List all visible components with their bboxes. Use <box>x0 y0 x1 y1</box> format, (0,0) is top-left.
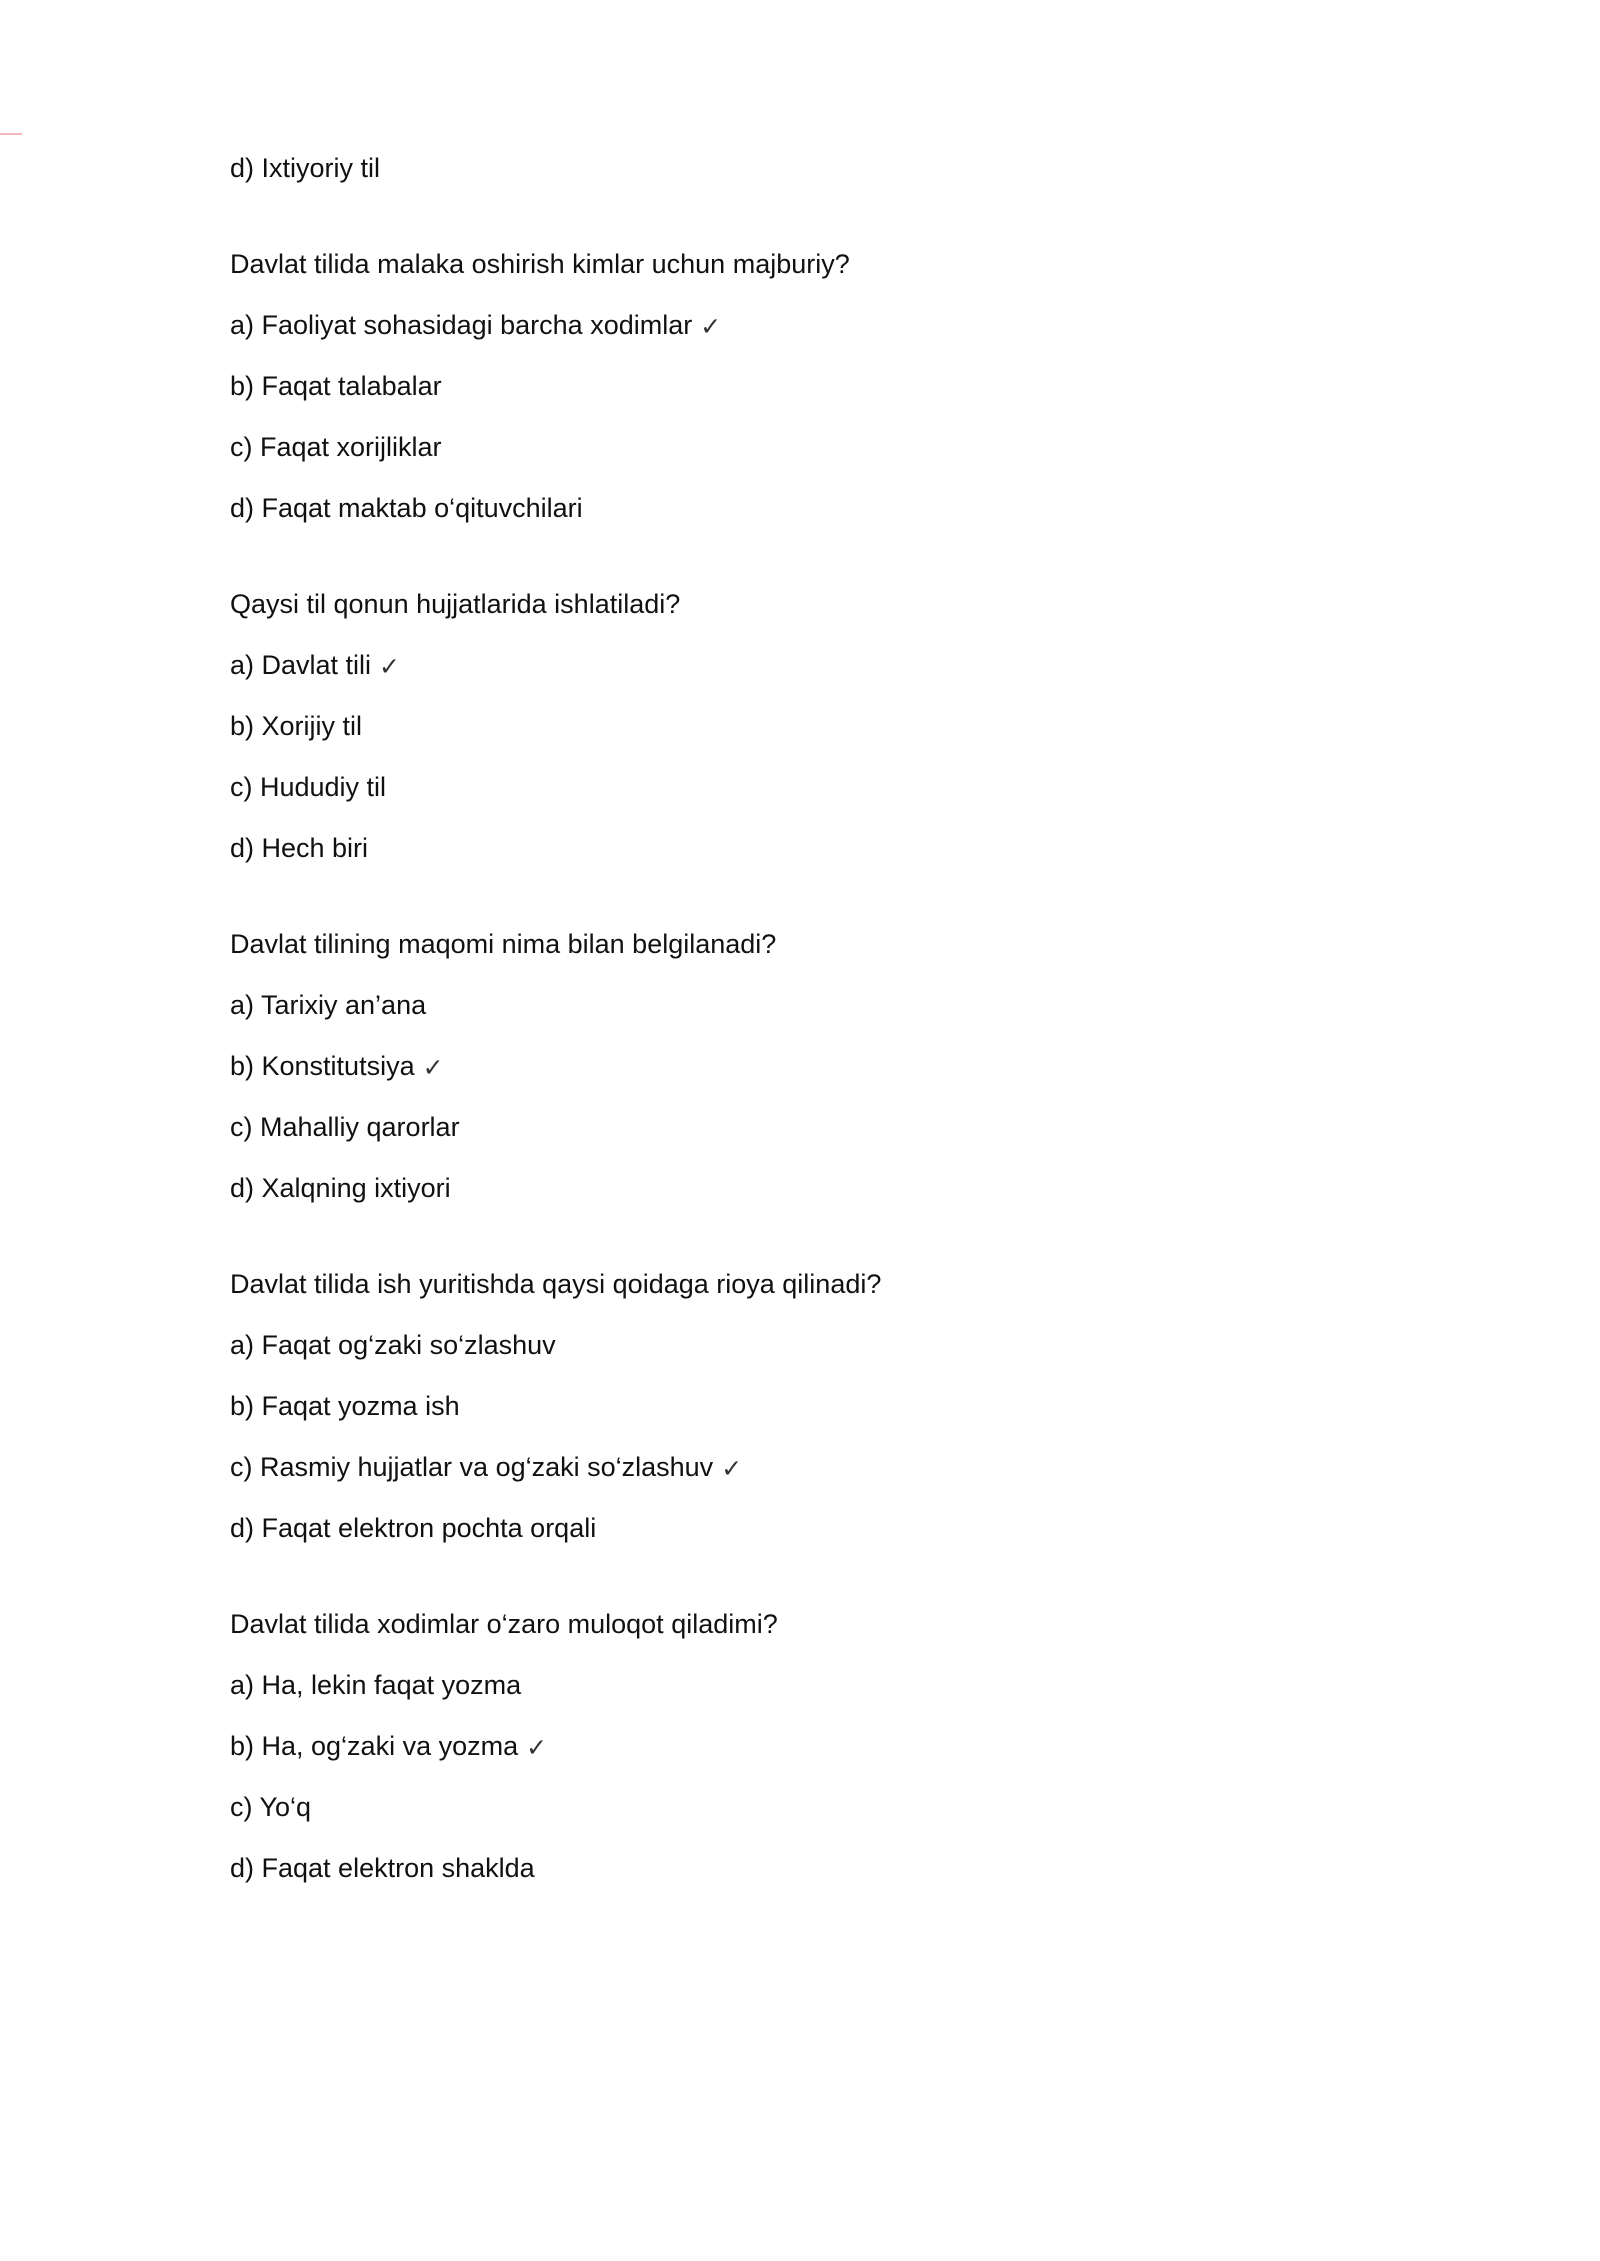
answer-option <box>230 429 1430 465</box>
question-text: Davlat tilining maqomi nima bilan belgilanadi? <box>230 929 777 959</box>
answer-option <box>230 1048 1430 1084</box>
margin-mark <box>0 133 22 135</box>
option-text: c) Rasmiy hujjatlar va og‘zaki so‘zlashuv <box>230 1452 714 1482</box>
question-block <box>230 1606 1430 1886</box>
question-text: Qaysi til qonun hujjatlarida ishlatiladi? <box>230 589 681 619</box>
quiz-content <box>230 150 1430 1911</box>
answer-option <box>230 490 1430 526</box>
answer-option <box>230 1728 1430 1764</box>
option-text: b) Xorijiy til <box>230 711 363 741</box>
option-text: d) Faqat elektron pochta orqali <box>230 1513 597 1543</box>
option-text: d) Faqat elektron shaklda <box>230 1853 535 1883</box>
answer-option <box>230 830 1430 866</box>
option-text: a) Faqat og‘zaki so‘zlashuv <box>230 1330 556 1360</box>
checkmark-icon: ✓ <box>379 652 400 681</box>
option-text: c) Yo‘q <box>230 1792 312 1822</box>
option-text: a) Ha, lekin faqat yozma <box>230 1670 522 1700</box>
option-text: d) Hech biri <box>230 833 369 863</box>
question-block <box>230 1266 1430 1546</box>
option-text: c) Faqat xorijliklar <box>230 432 442 462</box>
answer-option <box>230 307 1430 343</box>
option-text: b) Konstitutsiya <box>230 1051 415 1081</box>
question-text: Davlat tilida ish yuritishda qaysi qoidaga rioya qilinadi? <box>230 1269 882 1299</box>
answer-option <box>230 1449 1430 1485</box>
answer-option <box>230 1170 1430 1206</box>
question-block <box>230 926 1430 1206</box>
question-text: Davlat tilida malaka oshirish kimlar uchun majburiy? <box>230 249 850 279</box>
checkmark-icon: ✓ <box>700 312 722 341</box>
checkmark-icon: ✓ <box>526 1733 548 1762</box>
option-text: d) Xalqning ixtiyori <box>230 1173 451 1203</box>
option-text: c) Mahalliy qarorlar <box>230 1112 460 1142</box>
answer-option <box>230 1850 1430 1886</box>
option-text: b) Ha, og‘zaki va yozma <box>230 1731 519 1761</box>
checkmark-icon: ✓ <box>721 1454 743 1483</box>
question-block <box>230 246 1430 526</box>
answer-option <box>230 769 1430 805</box>
answer-option <box>230 1789 1430 1825</box>
option-text: d) Faqat maktab o‘qituvchilari <box>230 493 583 523</box>
option-text: b) Faqat talabalar <box>230 371 442 401</box>
lead-option: d) Ixtiyoriy til <box>230 153 381 183</box>
question-text: Davlat tilida xodimlar o‘zaro muloqot qiladimi? <box>230 1609 778 1639</box>
answer-option <box>230 1327 1430 1363</box>
answer-option <box>230 1109 1430 1145</box>
option-text: c) Hududiy til <box>230 772 387 802</box>
answer-option <box>230 708 1430 744</box>
option-text: a) Faoliyat sohasidagi barcha xodimlar <box>230 310 693 340</box>
answer-option <box>230 647 1430 683</box>
answer-option <box>230 1510 1430 1546</box>
question-block <box>230 586 1430 866</box>
option-text: a) Davlat tili <box>230 650 372 680</box>
option-text: b) Faqat yozma ish <box>230 1391 460 1421</box>
option-text: a) Tarixiy an’ana <box>230 990 427 1020</box>
checkmark-icon: ✓ <box>422 1053 444 1082</box>
answer-option <box>230 1388 1430 1424</box>
answer-option <box>230 1667 1430 1703</box>
answer-option <box>230 368 1430 404</box>
answer-option <box>230 987 1430 1023</box>
